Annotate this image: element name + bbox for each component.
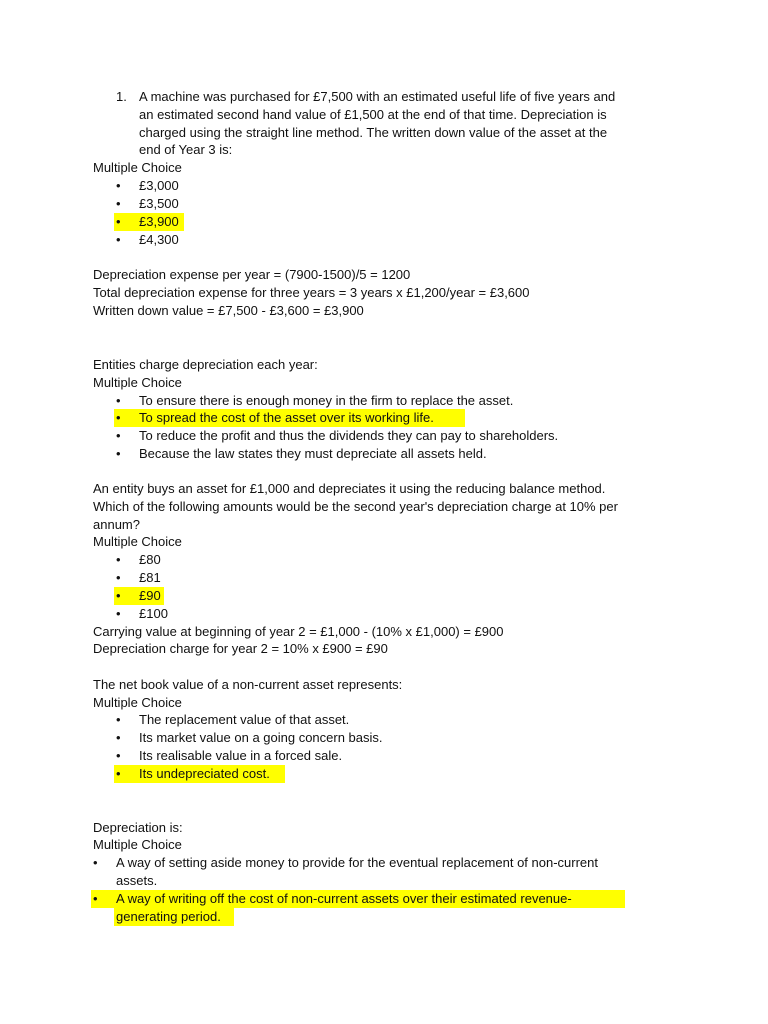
bullet-icon: • xyxy=(116,766,121,781)
bullet-icon: • xyxy=(116,232,121,247)
bullet-icon: • xyxy=(116,178,121,193)
q1-type-label: Multiple Choice xyxy=(93,160,182,175)
q3-text-line: Which of the following amounts would be the second year's depreciation charge at 10% per xyxy=(93,499,618,514)
q3-explanation-line: Depreciation charge for year 2 = 10% x £900 = £90 xyxy=(93,641,388,656)
q3-text-line: annum? xyxy=(93,517,140,532)
q1-text-line: end of Year 3 is: xyxy=(139,142,233,157)
bullet-icon: • xyxy=(116,748,121,763)
q5-type-label: Multiple Choice xyxy=(93,837,182,852)
bullet-icon: • xyxy=(116,196,121,211)
q1-explanation-line: Total depreciation expense for three years = 3 years x £1,200/year = £3,600 xyxy=(93,285,530,300)
q3-type-label: Multiple Choice xyxy=(93,534,182,549)
q1-explanation-line: Depreciation expense per year = (7900-1500)/5 = 1200 xyxy=(93,267,411,282)
q5-text-line: Depreciation is: xyxy=(93,820,183,835)
q1-text-line: charged using the straight line method. The written down value of the asset at the xyxy=(139,125,608,140)
bullet-icon: • xyxy=(116,446,121,461)
q4-type-label: Multiple Choice xyxy=(93,695,182,710)
q1-text-line: A machine was purchased for £7,500 with an estimated useful life of five years and xyxy=(139,89,616,104)
bullet-icon: • xyxy=(116,712,121,727)
bullet-icon: • xyxy=(116,570,121,585)
bullet-icon: • xyxy=(116,606,121,621)
bullet-icon: • xyxy=(116,588,121,603)
q4-text-line: The net book value of a non-current asset represents: xyxy=(93,677,403,692)
q2-type-label: Multiple Choice xyxy=(93,375,182,390)
q1-number: 1. xyxy=(116,89,127,104)
bullet-icon: • xyxy=(93,855,98,870)
q5-option: • A way of setting aside money to provide for the eventual replacement of non-current assets. xyxy=(93,855,598,888)
bullet-icon: • xyxy=(116,214,121,229)
q1-text-line: an estimated second hand value of £1,500 at the end of that time. Depreciation is xyxy=(139,107,607,122)
bullet-icon: • xyxy=(93,891,98,906)
document-page: 1. A machine was purchased for £7,500 with an estimated useful life of five years and an estimated second hand value of £1,500 at the end of that time. Depreciation is charged using the straight line method. The written down value of the asset at the end of Year 3 is: Multiple Choice • £3,000 • £3,500 • £3,900 • £4,300 Depreciation expense per year = (7900-1500)/5 = 1200 Total depreciation expense for three years = 3 years x £1,200/year = £3,600 Written down value = £7,500 - £3,600 = £3,900 Entities charge depreciation each year: Multiple Choice • To ensure there is enough money in the firm to replace the asset. • To spread the cost of the asset over its working life. • To reduce the profit and thus the dividends they can pay to shareholders. • Because the law states they must depreciate all assets held. An entity buys an asset for £1,000 and depreciates it using the reducing balance method. Which of the following amounts would be the second year's depreciation charge at 10% per annum? Multiple Choice • £80 • £81 • £90 • £100 Carrying value at beginning of year 2 = £1,000 - (10% x £1,000) = £900 Depreciation charge for year 2 = 10% x £900 = £90 The net book value of a non-current asset represents: Multiple Choice • The replacement value of that asset. • Its market value on a going concern basis. • Its realisable value in a forced sale. • Its undepreciated cost. Depreciation is: Multiple Choice • A way of setting aside money to provide for the eventual replacement of non-current assets. • A way of writing off the cost of non-current assets over their estimated revenue- generating period. xyxy=(0,0,768,1024)
q5-option-correct: • A way of writing off the cost of non-current assets over their estimated revenue- generating period. xyxy=(93,891,572,924)
bullet-icon: • xyxy=(116,410,121,425)
q2-text-line: Entities charge depreciation each year: xyxy=(93,357,318,372)
bullet-icon: • xyxy=(116,428,121,443)
bullet-icon: • xyxy=(116,552,121,567)
q3-explanation-line: Carrying value at beginning of year 2 = £1,000 - (10% x £1,000) = £900 xyxy=(93,624,504,639)
q1-explanation-line: Written down value = £7,500 - £3,600 = £3,900 xyxy=(93,303,364,318)
bullet-icon: • xyxy=(116,393,121,408)
bullet-icon: • xyxy=(116,730,121,745)
q3-text-line: An entity buys an asset for £1,000 and depreciates it using the reducing balance method. xyxy=(93,481,606,496)
